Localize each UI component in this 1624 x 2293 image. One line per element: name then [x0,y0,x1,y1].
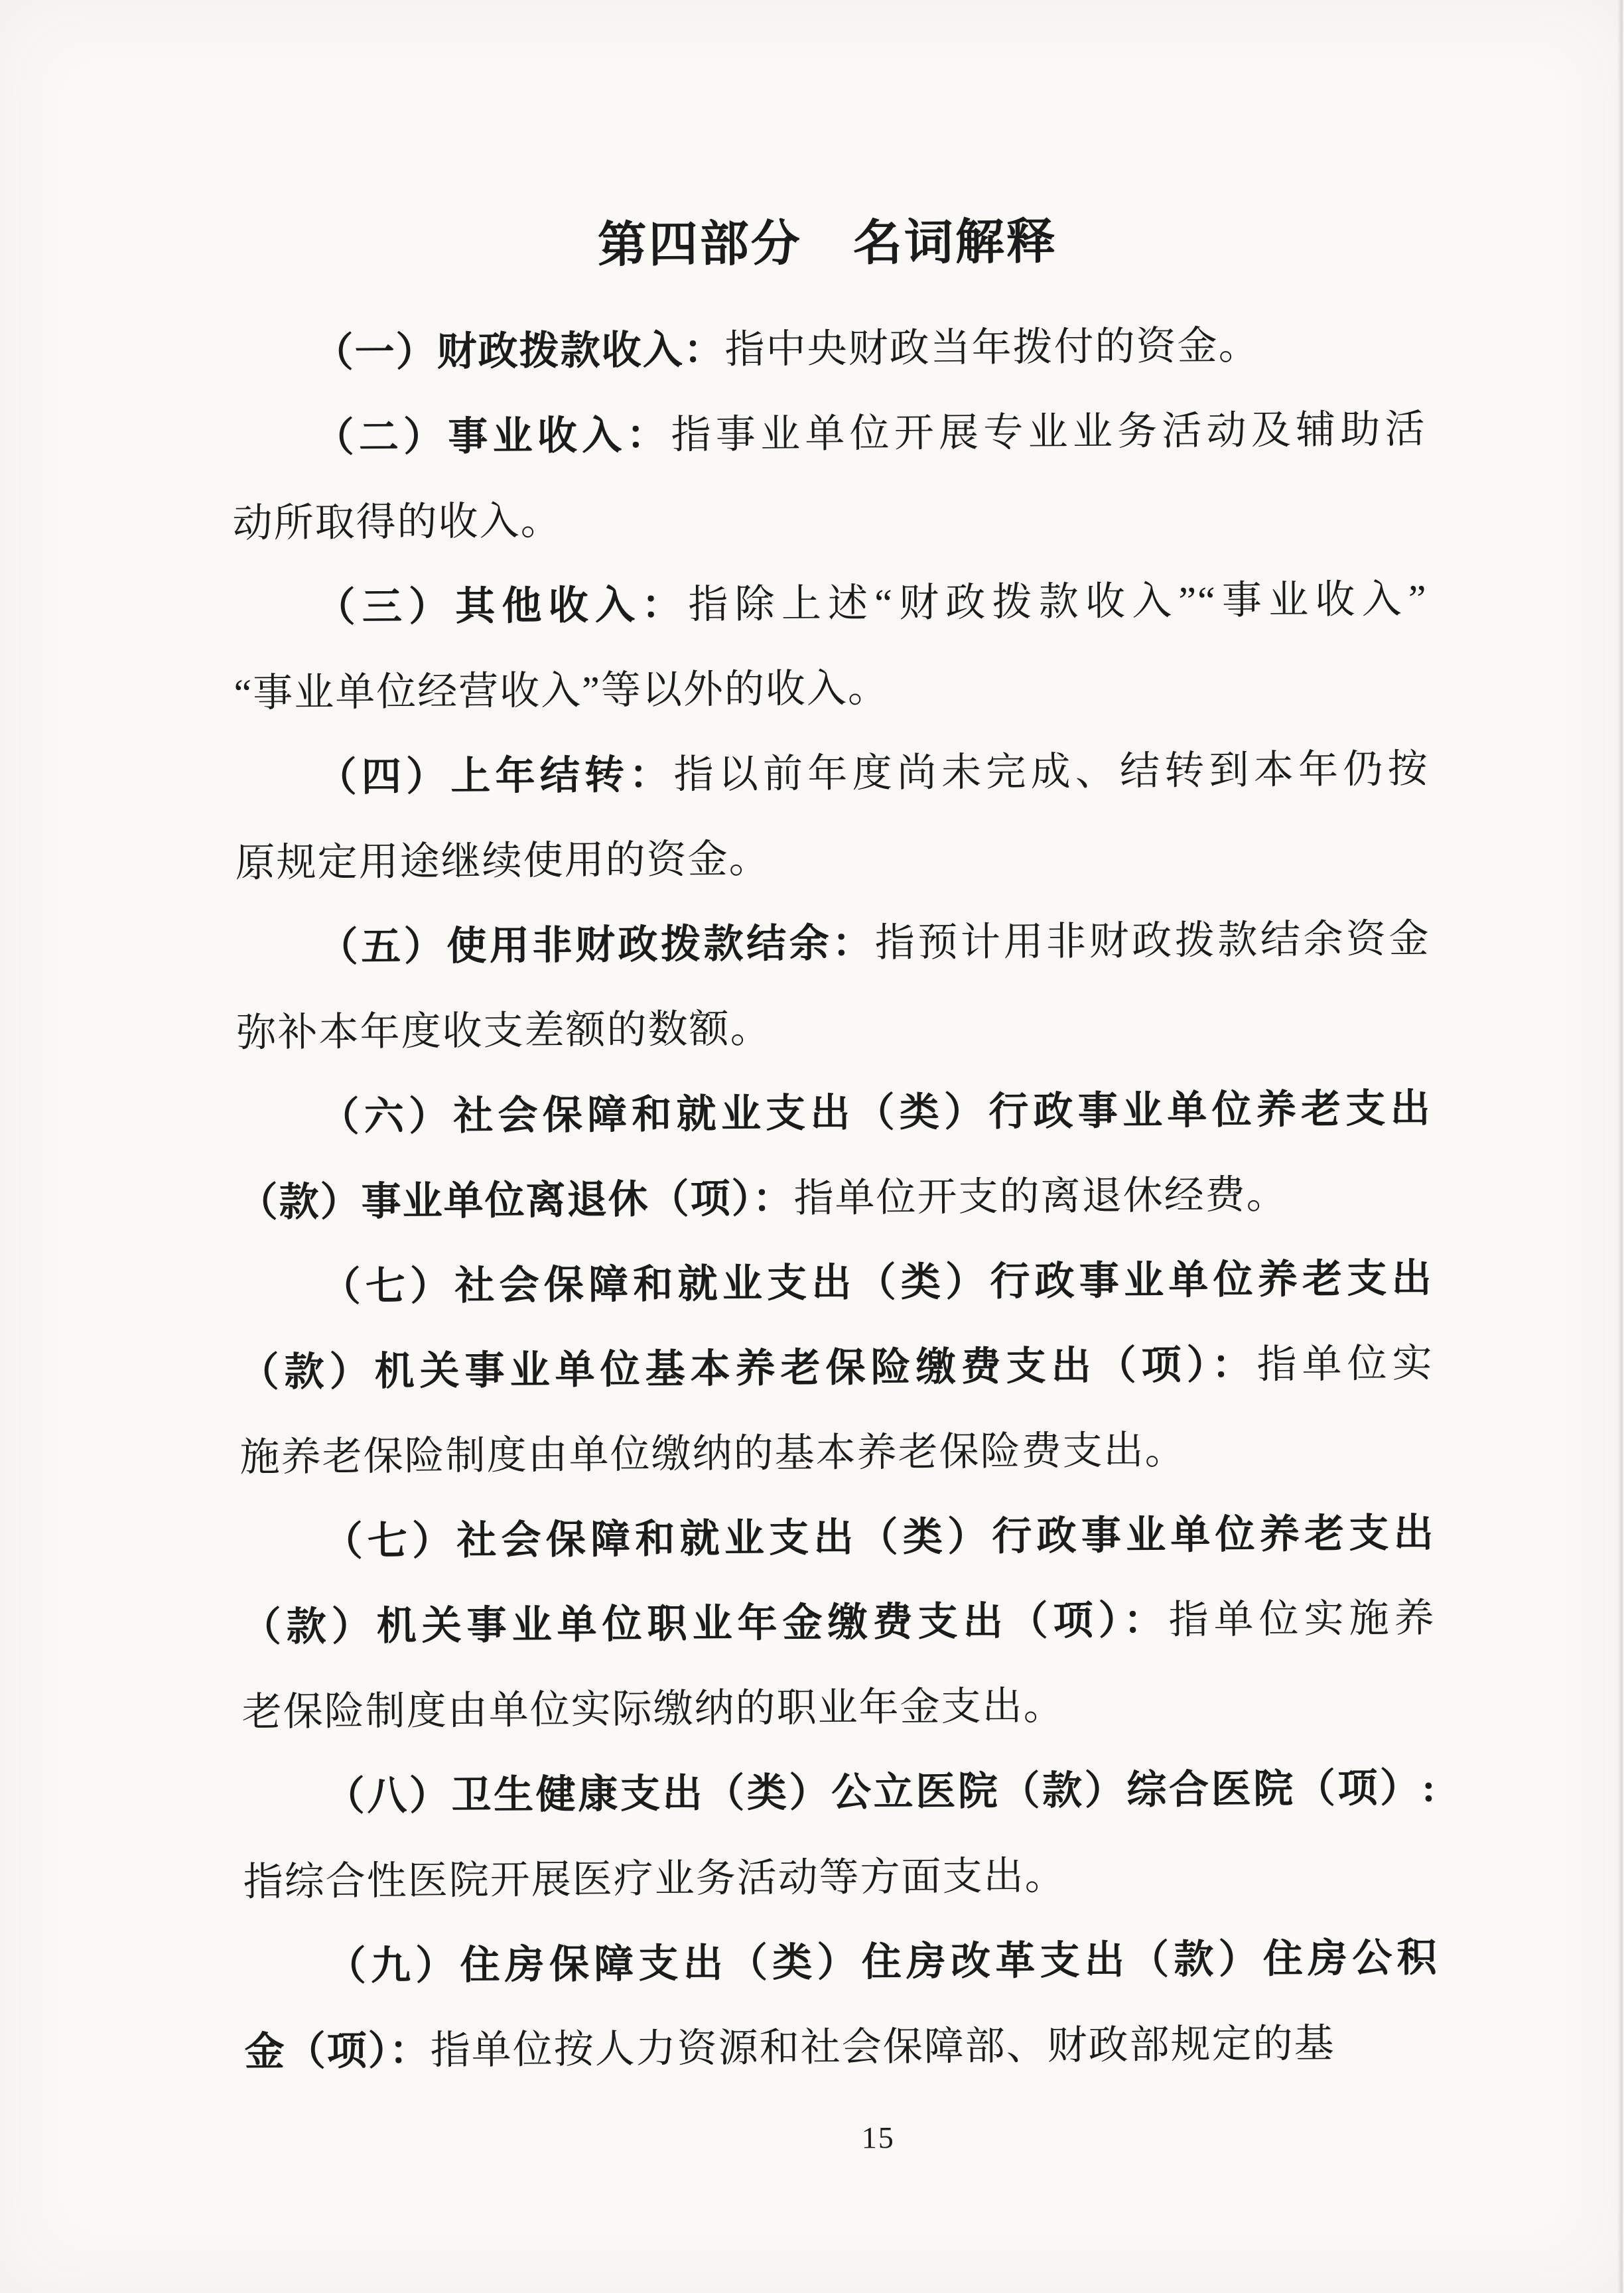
text-line [233,557,1428,651]
term-label: （四）上年结转： [316,752,674,799]
text-line [238,1236,1433,1330]
term-label: （七）社会保障和就业支出（类）行政事业单位养老支出 [320,1256,1433,1309]
term-label: （款）机关事业单位基本养老保险缴费支出（项）： [239,1342,1257,1395]
term-definition: 指单位实 [1256,1341,1434,1387]
text-line [244,2000,1439,2095]
page-number: 15 [861,2120,895,2155]
term-label: （八）卫生健康支出（类）公立医院（款）综合医院（项）: [324,1766,1437,1819]
text-line [234,642,1428,736]
text-line [239,1406,1434,1500]
term-label: （三）其他收入： [315,583,689,630]
term-definition: 动所取得的收入。 [232,498,562,545]
term-definition: 老保险制度由单位实际缴纳的职业年金支出。 [241,1684,1065,1734]
text-line [235,811,1430,906]
term-label: （款）机关事业单位职业年金缴费支出（项）： [241,1598,1169,1649]
text-line [240,1491,1435,1585]
text-line [241,1576,1436,1670]
text-line [241,1661,1436,1755]
scan-edge-artifact [1617,0,1623,2293]
term-definition: 指单位实施养 [1168,1596,1436,1642]
term-definition: 弥补本年度收支差额的数额。 [236,1007,772,1055]
term-label: （五）使用非财政拨款结余： [318,921,876,969]
term-definition: 指中央财政当年拨付的资金。 [724,323,1260,372]
text-line [236,896,1430,991]
text-line [232,472,1427,566]
term-label: （九）住房保障支出（类）住房改革支出（款）住房公积 [326,1935,1438,1988]
term-definition: 指事业单位开展专业业务活动及辅助活 [671,407,1426,457]
term-definition: 指单位按人力资源和社会保障部、财政部规定的基 [430,2021,1335,2073]
term-definition: 原规定用途继续使用的资金。 [235,837,770,885]
term-definition: 指预计用非财政拨款结余资金 [874,916,1430,965]
term-definition: “事业单位经营收入”等以外的收入。 [234,666,890,715]
text-line [243,1915,1438,2010]
term-label: （款）事业单位离退休（项）： [237,1176,794,1225]
term-definition: 指单位开支的离退休经费。 [793,1172,1288,1221]
text-line [234,727,1429,821]
text-line [237,1066,1432,1160]
term-label: 金（项）： [244,2028,431,2074]
term-label: （六）社会保障和就业支出（类）行政事业单位养老支出 [319,1086,1432,1139]
term-definition: 施养老保险制度由单位缴纳的基本养老保险费支出。 [239,1428,1186,1480]
text-line [237,1151,1432,1245]
term-definition: 指综合性医院开展医疗业务活动等方面支出。 [243,1854,1066,1904]
term-label: （一）财政拨款收入： [313,327,725,375]
text-line [239,1321,1434,1415]
document-body [231,302,1439,2095]
term-definition: 指以前年度尚未完成、结转到本年仍按 [673,746,1429,797]
text-line [236,981,1431,1076]
text-line [243,1831,1438,1925]
text-line [242,1746,1437,1840]
text-line [231,302,1426,396]
term-definition: 指除上述“财政拨款收入”“事业收入” [688,577,1428,627]
term-label: （二）事业收入： [314,413,671,460]
text-line [232,387,1426,481]
page-title: 第四部分 名词解释 [597,215,1058,273]
term-label: （七）社会保障和就业支出（类）行政事业单位养老支出 [322,1511,1435,1564]
